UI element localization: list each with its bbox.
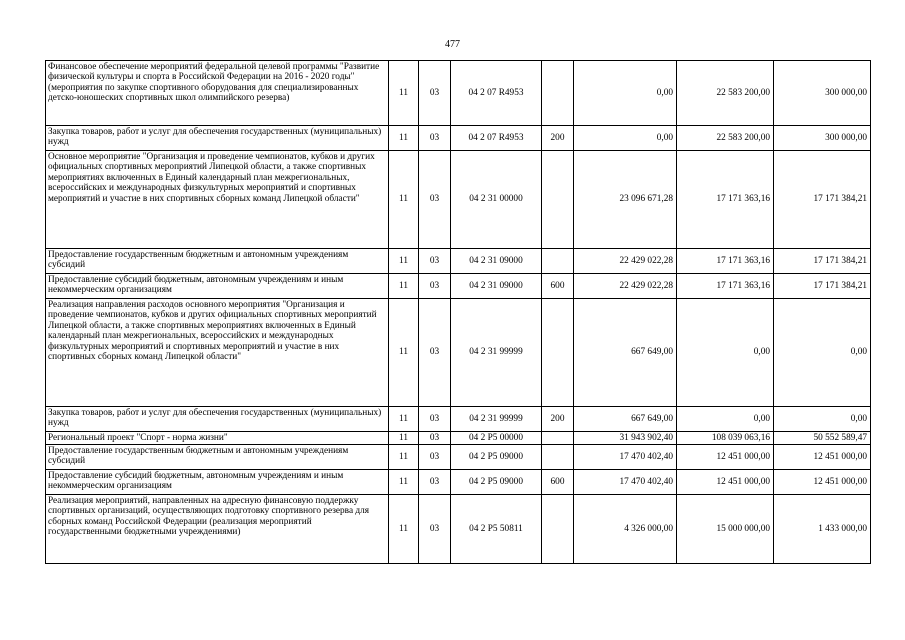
- subsection-code: 03: [419, 470, 451, 495]
- table-row: [46, 274, 871, 299]
- row-description: Предоставление субсидий бюджетным, автономным учреждениям и иным некоммерческим организациям: [46, 470, 389, 495]
- expense-type: [542, 495, 574, 564]
- target-article: 04 2 P5 50811: [451, 495, 542, 564]
- amount-year-3: 1 433 000,00: [774, 495, 871, 564]
- subsection-code: 03: [419, 151, 451, 249]
- amount-year-3: 300 000,00: [774, 61, 871, 126]
- table-row: [46, 407, 871, 432]
- table-row: [46, 126, 871, 151]
- amount-year-2: 15 000 000,00: [677, 495, 774, 564]
- amount-year-1: 17 470 402,40: [574, 445, 677, 470]
- target-article: 04 2 07 R4953: [451, 61, 542, 126]
- amount-year-1: 0,00: [574, 61, 677, 126]
- amount-year-1: 0,00: [574, 126, 677, 151]
- expense-type: [542, 299, 574, 407]
- subsection-code: 03: [419, 299, 451, 407]
- amount-year-3: 17 171 384,21: [774, 249, 871, 274]
- target-article: 04 2 31 09000: [451, 274, 542, 299]
- subsection-code: 03: [419, 495, 451, 564]
- amount-year-3: 12 451 000,00: [774, 470, 871, 495]
- amount-year-3: 12 451 000,00: [774, 445, 871, 470]
- subsection-code: 03: [419, 445, 451, 470]
- row-description: Предоставление государственным бюджетным и автономным учреждениям субсидий: [46, 445, 389, 470]
- amount-year-1: 4 326 000,00: [574, 495, 677, 564]
- table-row: [46, 299, 871, 407]
- amount-year-2: 17 171 363,16: [677, 249, 774, 274]
- section-code: 11: [389, 445, 419, 470]
- subsection-code: 03: [419, 274, 451, 299]
- row-description: Закупка товаров, работ и услуг для обеспечения государственных (муниципальных) нужд: [46, 126, 389, 151]
- table-row: [46, 445, 871, 470]
- section-code: 11: [389, 274, 419, 299]
- row-description: Региональный проект "Спорт - норма жизни": [46, 432, 389, 445]
- amount-year-2: 0,00: [677, 407, 774, 432]
- table-row: [46, 495, 871, 564]
- table-row: [46, 61, 871, 126]
- target-article: 04 2 31 09000: [451, 249, 542, 274]
- subsection-code: 03: [419, 249, 451, 274]
- amount-year-2: 108 039 063,16: [677, 432, 774, 445]
- budget-table: [45, 60, 871, 564]
- expense-type: [542, 445, 574, 470]
- amount-year-1: 667 649,00: [574, 407, 677, 432]
- table-row: [46, 432, 871, 445]
- amount-year-3: 0,00: [774, 299, 871, 407]
- target-article: 04 2 P5 09000: [451, 445, 542, 470]
- section-code: 11: [389, 61, 419, 126]
- expense-type: [542, 249, 574, 274]
- expense-type: 200: [542, 407, 574, 432]
- subsection-code: 03: [419, 432, 451, 445]
- table-row: [46, 151, 871, 249]
- expense-type: [542, 432, 574, 445]
- subsection-code: 03: [419, 61, 451, 126]
- amount-year-3: 50 552 589,47: [774, 432, 871, 445]
- expense-type: 600: [542, 274, 574, 299]
- section-code: 11: [389, 151, 419, 249]
- target-article: 04 2 07 R4953: [451, 126, 542, 151]
- section-code: 11: [389, 249, 419, 274]
- target-article: 04 2 P5 09000: [451, 470, 542, 495]
- amount-year-1: 31 943 902,40: [574, 432, 677, 445]
- row-description: Основное мероприятие "Организация и проведение чемпионатов, кубков и других официальных спортивных мероприятий Липецкой области, а также спортивных мероприятиях включенных в Единый календарный план межрегиональных, всероссийских и международных физкультурных мероприятий и спортивных мероприятий и участие в них спортивных сборных команд Липецкой области": [46, 151, 389, 249]
- amount-year-2: 17 171 363,16: [677, 274, 774, 299]
- section-code: 11: [389, 299, 419, 407]
- amount-year-1: 22 429 022,28: [574, 249, 677, 274]
- section-code: 11: [389, 126, 419, 151]
- amount-year-2: 12 451 000,00: [677, 470, 774, 495]
- expense-type: 200: [542, 126, 574, 151]
- table-row: [46, 249, 871, 274]
- target-article: 04 2 31 99999: [451, 407, 542, 432]
- row-description: Предоставление государственным бюджетным и автономным учреждениям субсидий: [46, 249, 389, 274]
- expense-type: [542, 61, 574, 126]
- section-code: 11: [389, 407, 419, 432]
- amount-year-1: 667 649,00: [574, 299, 677, 407]
- row-description: Финансовое обеспечение мероприятий федеральной целевой программы "Развитие физической культуры и спорта в Российской Федерации на 2016 - 2020 годы" (мероприятия по закупке спортивного оборудования для специализированных детско-юношеских спортивных школ олимпийского резерва): [46, 61, 389, 126]
- target-article: 04 2 31 00000: [451, 151, 542, 249]
- expense-type: 600: [542, 470, 574, 495]
- amount-year-2: 12 451 000,00: [677, 445, 774, 470]
- amount-year-2: 17 171 363,16: [677, 151, 774, 249]
- amount-year-1: 17 470 402,40: [574, 470, 677, 495]
- page-number: 477: [445, 39, 460, 50]
- amount-year-1: 23 096 671,28: [574, 151, 677, 249]
- row-description: Реализация направления расходов основного мероприятия "Организация и проведение чемпионатов, кубков и других официальных спортивных мероприятий Липецкой области, а также спортивных мероприятиях включенных в Единый календарный план межрегиональных, всероссийских и международных физкультурных мероприятий и спортивных мероприятий и участие в них спортивных сборных команд Липецкой области": [46, 299, 389, 407]
- amount-year-3: 300 000,00: [774, 126, 871, 151]
- amount-year-3: 17 171 384,21: [774, 274, 871, 299]
- table-row: [46, 470, 871, 495]
- expense-type: [542, 151, 574, 249]
- subsection-code: 03: [419, 126, 451, 151]
- section-code: 11: [389, 470, 419, 495]
- amount-year-2: 0,00: [677, 299, 774, 407]
- target-article: 04 2 31 99999: [451, 299, 542, 407]
- amount-year-1: 22 429 022,28: [574, 274, 677, 299]
- section-code: 11: [389, 432, 419, 445]
- amount-year-3: 0,00: [774, 407, 871, 432]
- amount-year-2: 22 583 200,00: [677, 126, 774, 151]
- row-description: Реализация мероприятий, направленных на адресную финансовую поддержку спортивных организаций, осуществляющих подготовку спортивного резерва для сборных команд Российской Федерации (реализация мероприятий государственными бюджетными учреждениями): [46, 495, 389, 564]
- subsection-code: 03: [419, 407, 451, 432]
- row-description: Предоставление субсидий бюджетным, автономным учреждениям и иным некоммерческим организациям: [46, 274, 389, 299]
- amount-year-3: 17 171 384,21: [774, 151, 871, 249]
- section-code: 11: [389, 495, 419, 564]
- row-description: Закупка товаров, работ и услуг для обеспечения государственных (муниципальных) нужд: [46, 407, 389, 432]
- target-article: 04 2 P5 00000: [451, 432, 542, 445]
- amount-year-2: 22 583 200,00: [677, 61, 774, 126]
